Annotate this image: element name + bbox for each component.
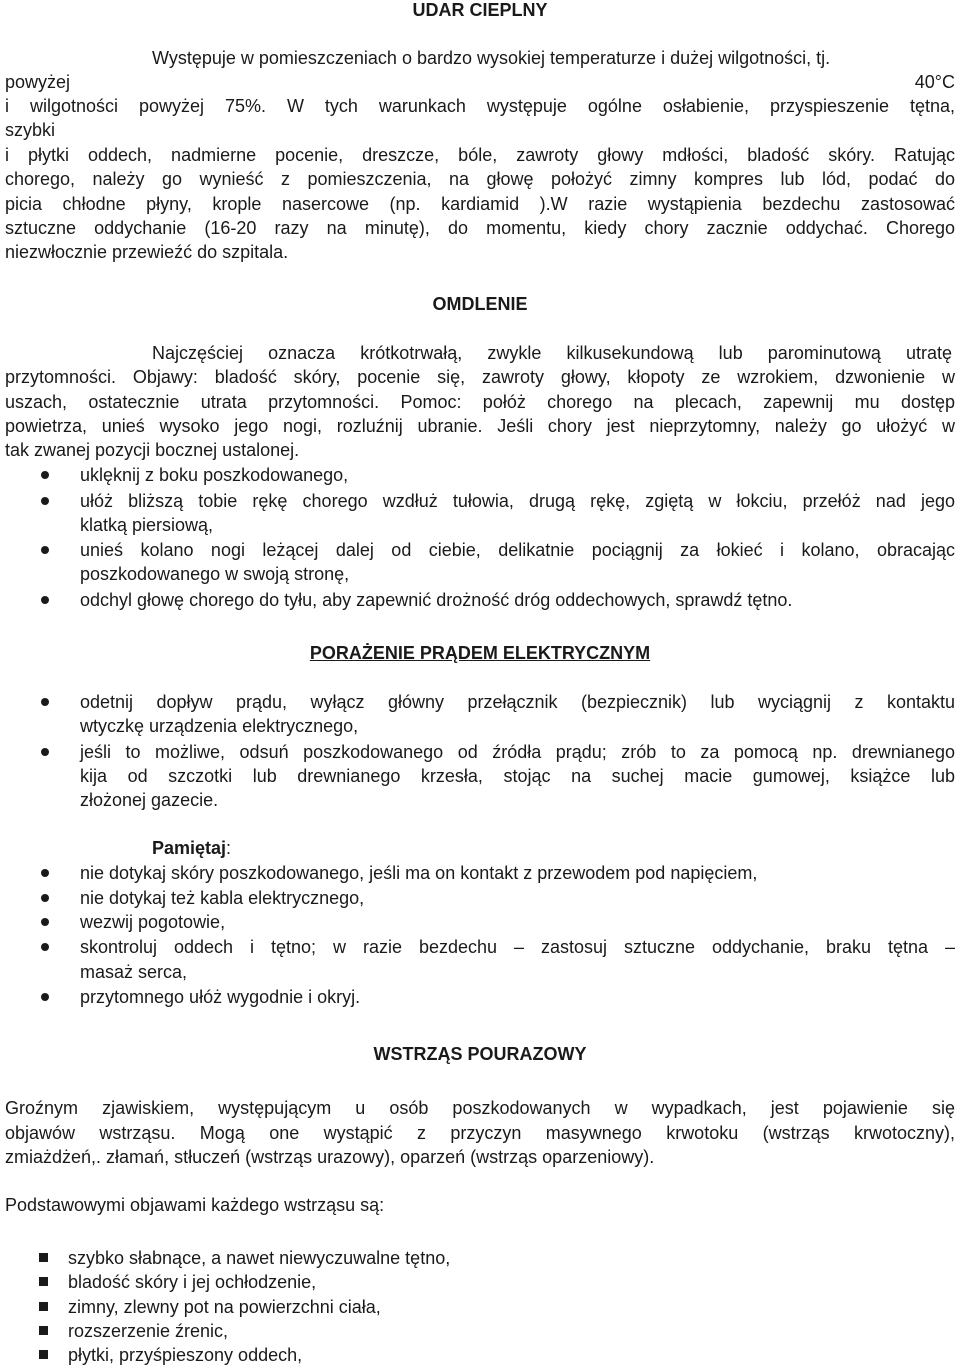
bullet-dot — [41, 993, 49, 1001]
omdlenie-line-2: przytomności. Objawy: bladość skóry, pocenie się, zawroty głowy, kłopoty ze wzrokiem, dzwonienie w — [5, 367, 955, 387]
heading-udar-cieplny: UDAR CIEPLNY — [412, 0, 548, 20]
wstrzas-intro: Podstawowymi objawami każdego wstrząsu są: — [5, 1195, 385, 1215]
square-bullet — [39, 1253, 48, 1262]
pamietaj-bullet-3: wezwij pogotowie, — [80, 912, 226, 932]
square-bullet — [39, 1350, 48, 1359]
pamietaj-label — [152, 836, 452, 860]
square-bullet — [39, 1326, 48, 1335]
wstrzas-symptom-5: płytki, przyśpieszony oddech, — [68, 1345, 303, 1365]
pamietaj-bullet-5: przytomnego ułóż wygodnie i okryj. — [80, 987, 361, 1007]
omdlenie-line-4: powietrza, unieś wysoko jego nogi, rozluźnij ubranie. Jeśli chory jest nieprzytomny, należy go ułożyć w — [5, 416, 955, 436]
omdlenie-line-5: tak zwanej pozycji bocznej ustalonej. — [5, 440, 300, 460]
wstrzas-symptom-3: zimny, zlewny pot na powierzchni ciała, — [68, 1297, 381, 1317]
wstrzas-line-2: objawów wstrząsu. Mogą one wystąpić z przyczyn masywnego krwotoku (wstrząs krwotoczny), — [5, 1123, 955, 1143]
omdlenie-bullet-3b: poszkodowanego w swoją stronę, — [80, 564, 350, 584]
pamietaj-colon: : — [226, 838, 232, 858]
pamietaj-bullet-1: nie dotykaj skóry poszkodowanego, jeśli ma on kontakt z przewodem pod napięciem, — [80, 863, 758, 883]
wstrzas-symptom-2: bladość skóry i jej ochłodzenie, — [68, 1272, 317, 1292]
porazenie-bullet-1a: odetnij dopływ prądu, wyłącz główny przełącznik (bezpiecznik) lub wyciągnij z kontaktu — [80, 692, 955, 712]
omdlenie-line-1: Najczęściej oznacza krótkotrwałą, zwykle kilkusekundową lub parominutową utratę — [152, 343, 952, 363]
udar-line-5: i płytki oddech, nadmierne pocenie, dreszcze, bóle, zawroty głowy mdłości, bladość skóry. Ratując — [5, 145, 955, 165]
pamietaj-bullet-4a: skontroluj oddech i tętno; w razie bezdechu – zastosuj sztuczne oddychanie, braku tętna – — [80, 937, 955, 957]
omdlenie-bullet-2a: ułóż bliższą tobie rękę chorego wzdłuż tułowia, drugą rękę, zgiętą w łokciu, przełóż nad jego — [80, 491, 955, 511]
square-bullet — [39, 1277, 48, 1286]
pamietaj-bullet-4b: masaż serca, — [80, 962, 188, 982]
bullet-dot — [41, 546, 49, 554]
udar-line-6: chorego, należy go wynieść z pomieszczenia, na głowę położyć zimny kompres lub lód, podać do — [5, 169, 955, 189]
heading-porazenie-pradem: PORAŻENIE PRĄDEM ELEKTRYCZNYM — [309, 643, 651, 663]
udar-line-3: i wilgotności powyżej 75%. W tych warunkach występuje ogólne osłabienie, przyspieszenie tętna, — [5, 96, 955, 116]
omdlenie-bullet-2b: klatką piersiową, — [80, 515, 214, 535]
wstrzas-symptom-1: szybko słabnące, a nawet niewyczuwalne tętno, — [68, 1248, 451, 1268]
pamietaj-bullet-2: nie dotykaj też kabla elektrycznego, — [80, 888, 365, 908]
bullet-dot — [41, 596, 49, 604]
udar-line-2b: 40°C — [914, 72, 955, 92]
udar-line-1: Występuje w pomieszczeniach o bardzo wysokiej temperaturze i dużej wilgotności, tj. — [152, 48, 831, 68]
wstrzas-line-1: Groźnym zjawiskiem, występującym u osób poszkodowanych w wypadkach, jest pojawienie się — [5, 1098, 955, 1118]
udar-line-8: sztuczne oddychanie (16-20 razy na minutę), do momentu, kiedy chory zacznie oddychać. Chorego — [5, 218, 955, 238]
pamietaj-word: Pamiętaj — [152, 838, 227, 858]
porazenie-bullet-2a: jeśli to możliwe, odsuń poszkodowanego od źródła prądu; zrób to za pomocą np. drewnianego — [80, 742, 955, 762]
heading-omdlenie: OMDLENIE — [432, 294, 528, 314]
bullet-dot — [41, 497, 49, 505]
omdlenie-line-3: uszach, ostatecznie utrata przytomności. Pomoc: połóż chorego na plecach, zapewnij mu dostęp — [5, 392, 955, 412]
omdlenie-bullet-3a: unieś kolano nogi leżącej dalej od ciebie, delikatnie pociągnij za łokieć i kolano, obracając — [80, 540, 955, 560]
udar-line-4: szybki — [5, 120, 56, 140]
udar-line-9: niezwłocznie przewieźć do szpitala. — [5, 242, 289, 262]
porazenie-bullet-2c: złożonej gazecie. — [80, 790, 219, 810]
bullet-dot — [41, 943, 49, 951]
wstrzas-line-3: zmiażdżeń,. złamań, stłuczeń (wstrząs urazowy), oparzeń (wstrząs oparzeniowy). — [5, 1147, 655, 1167]
udar-line-2a: powyżej — [5, 72, 71, 92]
heading-wstrzas-pourazowy: WSTRZĄS POURAZOWY — [373, 1044, 587, 1064]
bullet-dot — [41, 698, 49, 706]
bullet-dot — [41, 748, 49, 756]
wstrzas-symptom-4: rozszerzenie źrenic, — [68, 1321, 229, 1341]
porazenie-bullet-1b: wtyczkę urządzenia elektrycznego, — [80, 716, 359, 736]
bullet-dot — [41, 894, 49, 902]
porazenie-bullet-2b: kija od szczotki lub drewnianego krzesła, stojąc na suchej macie gumowej, książce lub — [80, 766, 955, 786]
udar-line-7: picia chłodne płyny, krople nasercowe (np. kardiamid ).W razie wystąpienia bezdechu zastosować — [5, 194, 955, 214]
bullet-dot — [41, 471, 49, 479]
omdlenie-bullet-4: odchyl głowę chorego do tyłu, aby zapewnić drożność dróg oddechowych, sprawdź tętno. — [80, 590, 793, 610]
bullet-dot — [41, 918, 49, 926]
bullet-dot — [41, 869, 49, 877]
square-bullet — [39, 1302, 48, 1311]
omdlenie-bullet-1: uklęknij z boku poszkodowanego, — [80, 465, 349, 485]
